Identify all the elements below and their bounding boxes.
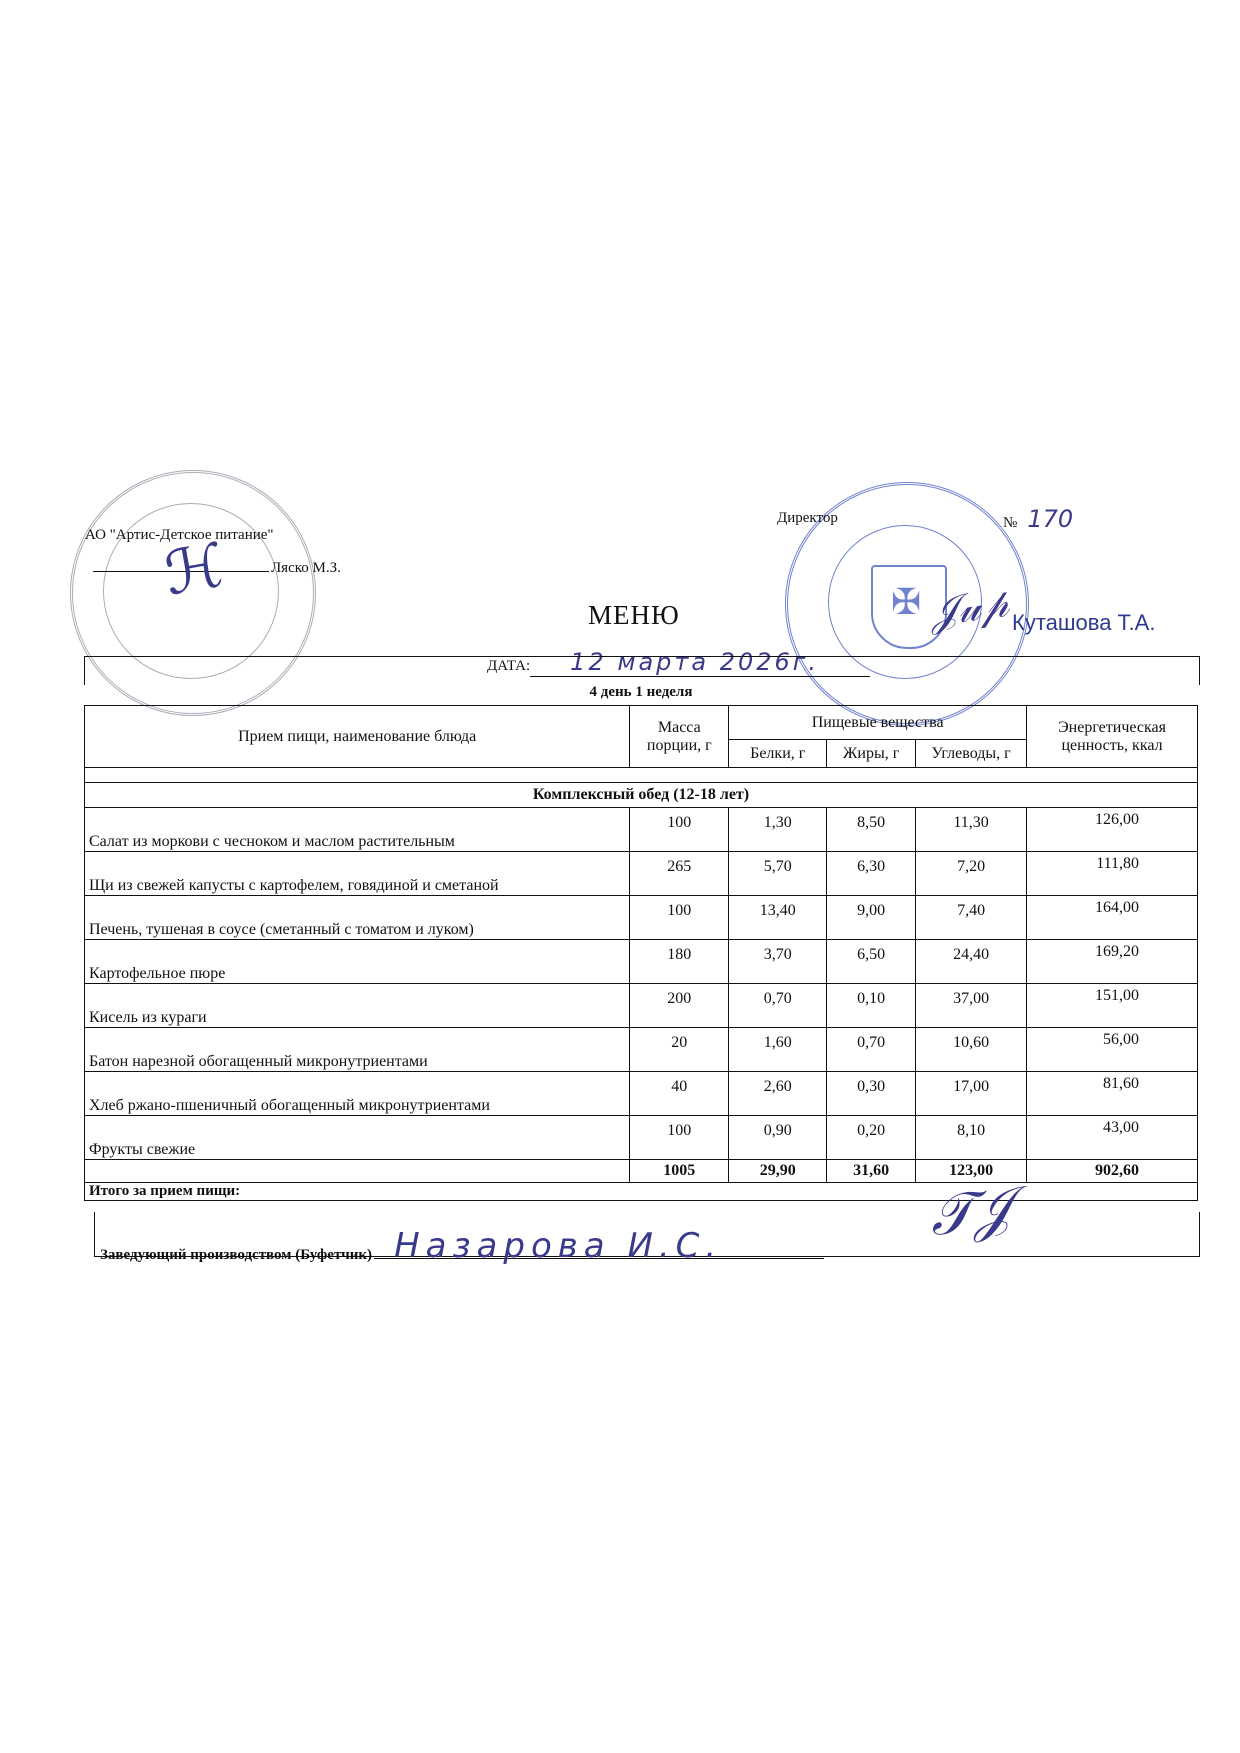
section-row [85, 783, 1198, 808]
page-title: МЕНЮ [588, 600, 680, 630]
production-head-line [100, 1226, 824, 1266]
approval-director-position: Директор [777, 510, 838, 526]
production-head-signature: Назарова И.С. [394, 1226, 723, 1266]
dish-energy: 56,00 [1027, 1028, 1198, 1072]
dish-mass: 265 [630, 852, 729, 896]
dish-name: Щи из свежей капусты с картофелем, говядиной и сметаной [85, 852, 630, 896]
dish-protein: 0,70 [729, 984, 827, 1028]
header-carbs: Углеводы, г [916, 740, 1027, 768]
header-nutrients: Пищевые вещества [729, 706, 1027, 740]
total-mass: 1005 [630, 1160, 729, 1183]
dish-name: Хлеб ржано-пшеничный обогащенный микронутриентами [85, 1072, 630, 1116]
document-number-label: № [1003, 515, 1018, 531]
dish-carbs: 7,20 [916, 852, 1027, 896]
dish-name: Печень, тушеная в соусе (сметанный с томатом и луком) [85, 896, 630, 940]
total-fat: 31,60 [827, 1160, 916, 1183]
document-number-value: 170 [1027, 505, 1074, 533]
spacer-cell [85, 768, 1198, 783]
dish-mass: 20 [630, 1028, 729, 1072]
approval-organization: АО "Артис-Детское питание" [85, 527, 274, 543]
dish-carbs: 17,00 [916, 1072, 1027, 1116]
dish-fat: 0,70 [827, 1028, 916, 1072]
dish-carbs: 11,30 [916, 808, 1027, 852]
dish-energy: 43,00 [1027, 1116, 1198, 1160]
dish-name: Фрукты свежие [85, 1116, 630, 1160]
table-header-row [85, 706, 1198, 740]
total-carbs: 123,00 [916, 1160, 1027, 1183]
day-label: 4 день 1 неделя [589, 684, 693, 700]
dish-carbs: 7,40 [916, 896, 1027, 940]
dish-protein: 3,70 [729, 940, 827, 984]
dish-energy: 111,80 [1027, 852, 1198, 896]
dish-energy: 164,00 [1027, 896, 1198, 940]
dish-energy: 151,00 [1027, 984, 1198, 1028]
total-signature-scribble: 𝒯𝒥 [926, 1175, 1015, 1250]
menu-table [84, 705, 1198, 1201]
dish-mass: 100 [630, 896, 729, 940]
dish-protein: 5,70 [729, 852, 827, 896]
total-label-row [85, 1183, 1198, 1201]
dish-carbs: 8,10 [916, 1116, 1027, 1160]
dish-mass: 40 [630, 1072, 729, 1116]
total-protein: 29,90 [729, 1160, 827, 1183]
table-row [85, 1028, 1198, 1072]
total-label: Итого за прием пищи: [85, 1183, 1198, 1201]
header-fat: Жиры, г [827, 740, 916, 768]
total-spacer [85, 1160, 630, 1183]
document-number [1003, 505, 1073, 533]
dish-carbs: 10,60 [916, 1028, 1027, 1072]
header-dish: Прием пищи, наименование блюда [85, 706, 630, 768]
header-mass: Масса порции, г [630, 706, 729, 768]
dish-mass: 100 [630, 1116, 729, 1160]
dish-energy: 126,00 [1027, 808, 1198, 852]
dish-mass: 180 [630, 940, 729, 984]
dish-name: Салат из моркови с чесноком и маслом растительным [85, 808, 630, 852]
total-energy: 902,60 [1027, 1160, 1198, 1183]
dish-protein: 1,60 [729, 1028, 827, 1072]
production-head-label: Заведующий производством (Буфетчик) [100, 1247, 373, 1263]
dish-mass: 100 [630, 808, 729, 852]
dish-fat: 0,30 [827, 1072, 916, 1116]
production-head-underline [374, 1226, 824, 1266]
day-bar-frame [84, 656, 1200, 685]
table-row [85, 984, 1198, 1028]
table-row [85, 1116, 1198, 1160]
total-row [85, 1160, 1198, 1183]
director-signature-scribble: 𝒥𝓊𝓅 [927, 579, 1012, 637]
date-value: 12 марта 2026г. [530, 648, 870, 677]
header-protein: Белки, г [729, 740, 827, 768]
table-row [85, 808, 1198, 852]
table-row [85, 852, 1198, 896]
table-row [85, 940, 1198, 984]
dish-fat: 0,10 [827, 984, 916, 1028]
dish-fat: 9,00 [827, 896, 916, 940]
date-label: ДАТА: [487, 658, 531, 674]
approval-left-signer: Ляско М.З. [271, 560, 341, 576]
dish-name: Картофельное пюре [85, 940, 630, 984]
dish-carbs: 37,00 [916, 984, 1027, 1028]
table-spacer-row [85, 768, 1198, 783]
dish-mass: 200 [630, 984, 729, 1028]
dish-protein: 13,40 [729, 896, 827, 940]
dish-protein: 1,30 [729, 808, 827, 852]
dish-name: Батон нарезной обогащенный микронутриентами [85, 1028, 630, 1072]
dish-protein: 0,90 [729, 1116, 827, 1160]
dish-fat: 6,50 [827, 940, 916, 984]
director-name: Куташова Т.А. [1012, 610, 1156, 635]
dish-name: Кисель из кураги [85, 984, 630, 1028]
section-title: Комплексный обед (12-18 лет) [85, 783, 1198, 808]
table-row [85, 896, 1198, 940]
dish-protein: 2,60 [729, 1072, 827, 1116]
dish-fat: 8,50 [827, 808, 916, 852]
table-row [85, 1072, 1198, 1116]
header-energy: Энергетическая ценность, ккал [1027, 706, 1198, 768]
dish-energy: 81,60 [1027, 1072, 1198, 1116]
dish-energy: 169,20 [1027, 940, 1198, 984]
dish-carbs: 24,40 [916, 940, 1027, 984]
dish-fat: 6,30 [827, 852, 916, 896]
dish-fat: 0,20 [827, 1116, 916, 1160]
left-signature-scribble: ℋ [159, 530, 230, 610]
